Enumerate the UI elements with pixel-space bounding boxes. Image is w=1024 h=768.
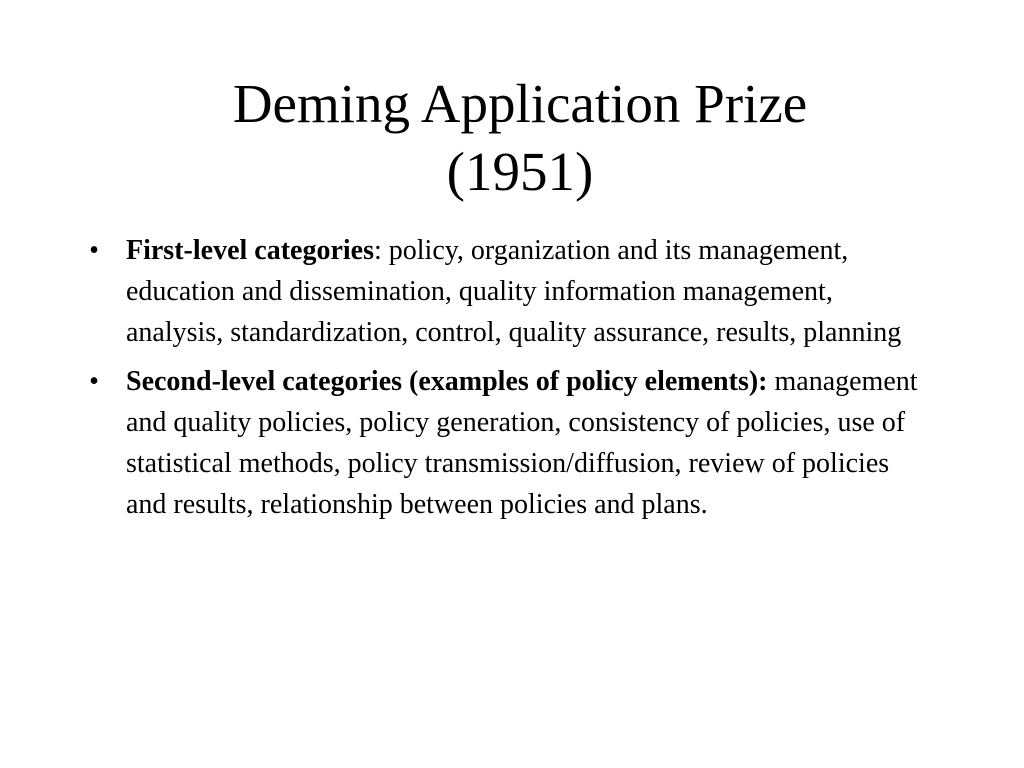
bullet-term: First-level categories (126, 235, 374, 266)
bullet-term: Second-level categories (examples of policy elements): (126, 366, 768, 397)
bullet-item-first-level (84, 230, 924, 353)
bullet-list (84, 230, 924, 525)
bullet-text: policy, organization and its management, education and dissemination, quality information management, analysis, standardization, control, quality assurance, results, planning (126, 235, 902, 348)
bullet-item-second-level (84, 361, 924, 525)
bullet-separator: : (373, 235, 382, 266)
bullet-icon: • (89, 235, 99, 266)
slide-title-line-2: (1951) (446, 141, 594, 202)
slide-title-line-1: Deming Application Prize (232, 73, 808, 134)
bullet-text: management and quality policies, policy generation, consistency of policies, use of statistical methods, policy transmission/diffusion, review of policies and results, relationship between policies and plans. (126, 366, 918, 520)
slide-title (0, 70, 1024, 206)
bullet-icon: • (89, 366, 99, 397)
